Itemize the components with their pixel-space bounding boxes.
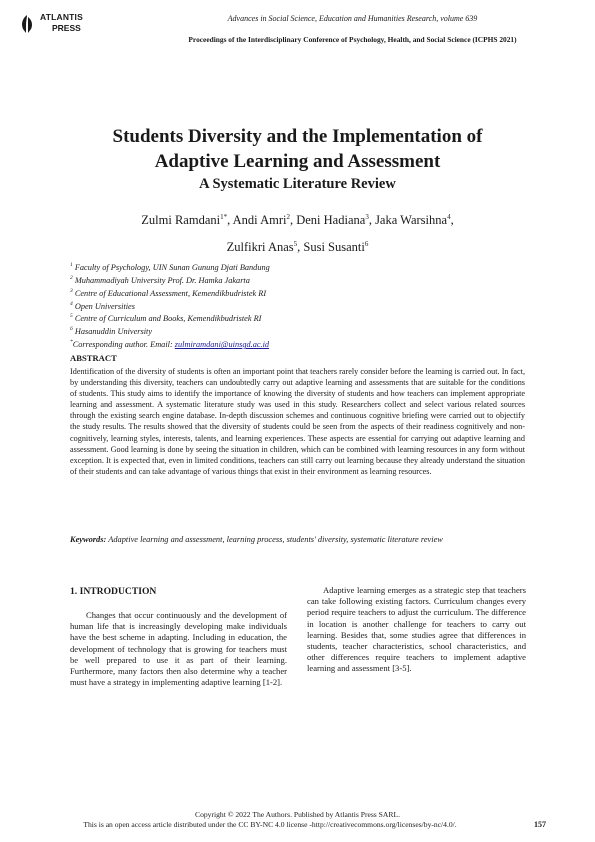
keywords-text: Adaptive learning and assessment, learning process, students' diversity, systematic literature review bbox=[106, 535, 443, 544]
author-name: Andi Amri bbox=[232, 213, 287, 228]
corresponding-email-link[interactable]: zulmiramdani@uinsgd.ac.id bbox=[174, 339, 270, 349]
affiliation-text: Centre of Curriculum and Books, Kemendikbudristek RI bbox=[74, 314, 262, 324]
affiliation-sup: 3 bbox=[70, 287, 73, 294]
logo-text-line2: PRESS bbox=[52, 23, 81, 33]
affiliation-text: Centre of Educational Assessment, Kemendikbudristek RI bbox=[74, 288, 267, 298]
corresponding-sup: * bbox=[70, 339, 73, 346]
affiliation-sup: 2 bbox=[70, 274, 73, 281]
affiliation-item bbox=[70, 311, 270, 324]
keywords-label: Keywords: bbox=[70, 535, 107, 544]
author-sup: 3 bbox=[365, 213, 369, 221]
intro-paragraph-1: Changes that occur continuously and the development of human life that is increasingly developing make individuals have the best scheme in adapting. Including in education, the development of technology that is growing for teachers must be well prepared to use it as part of their learning. Furthermore, many factors then also determine why a teacher must have a strategy in implementing adaptive learning [1-2]. bbox=[70, 610, 287, 688]
affiliation-item bbox=[70, 299, 270, 312]
series-title: Advances in Social Science, Education and Humanities Research, volume 639 bbox=[227, 14, 478, 23]
affiliation-text: Muhammadiyah University Prof. Dr. Hamka Jakarta bbox=[74, 275, 250, 285]
author-list bbox=[40, 205, 555, 259]
author-name: Zulfikri Anas bbox=[226, 240, 294, 255]
affiliation-item bbox=[70, 324, 270, 337]
author-sup: 5 bbox=[293, 240, 298, 249]
author-sup: 6 bbox=[364, 240, 369, 249]
paper-subtitle: A Systematic Literature Review bbox=[199, 176, 396, 192]
footer-copyright: Copyright © 2022 The Authors. Published by Atlantis Press SARL. bbox=[195, 810, 400, 819]
corresponding-author bbox=[70, 337, 270, 350]
author-sep: , bbox=[227, 213, 233, 228]
author-line2 bbox=[40, 232, 555, 259]
affiliation-sup: 1 bbox=[70, 262, 73, 268]
affiliation-text: Hasanuddin University bbox=[74, 327, 153, 337]
author-name: Deni Hadiana bbox=[296, 213, 366, 228]
affiliation-list bbox=[70, 260, 270, 350]
proceedings-title: Proceedings of the Interdisciplinary Conference of Psychology, Health, and Social Science (ICPHS 2021) bbox=[188, 35, 517, 44]
affiliation-sup: 4 bbox=[70, 300, 73, 307]
author-sup: 2 bbox=[286, 213, 290, 221]
affiliation-item bbox=[70, 260, 270, 273]
abstract-text: Identification of the diversity of students is often an important point that teachers rarely consider before the learning is carried out. In fact, by understanding this diversity, teachers can undoubtedly carry out adaptive learning and assessments that are suitable for the conditions of students. This study aims to identify the importance of knowing the diversity of students and how teachers can implement appropriate learning and assessment. A systematic literature study was used in this study. Researchers collect and select various related sources through the existing search engine database. In-depth discussion schemes and continuous cognitive briefing were carried out to objectify the study results. The results showed that the diversity of students could be seen from the aspects of their readiness cognitively and non-cognitively, learning styles, interests, talents, and learning experiences. These aspects are essential for carrying out adaptive learning and assessment. Good learning is done by seeing the situation in children, which can be combined with learning resources in any form without exception. It is expected that, even in limited conditions, teachers can still carry out learning because they already understand the situation of their students and can take advantage of various things that exist in their environment as learning resources. bbox=[70, 367, 525, 476]
section-heading-introduction: 1. INTRODUCTION bbox=[70, 586, 157, 597]
author-sup: 4 bbox=[447, 213, 451, 221]
corresponding-label: Corresponding author. Email: bbox=[72, 339, 175, 349]
affiliation-text: Open Universities bbox=[74, 301, 135, 311]
logo-text-line1: ATLANTIS bbox=[40, 12, 83, 22]
author-name: Susi Susanti bbox=[303, 240, 365, 255]
affiliation-text: Faculty of Psychology, UIN Sunan Gunung Djati Bandung bbox=[74, 262, 270, 272]
footer-license: This is an open access article distributed under the CC BY-NC 4.0 license -http://creativecommons.org/licenses/by-nc/4.0/. bbox=[83, 820, 457, 829]
paper-title-line2: Adaptive Learning and Assessment bbox=[154, 151, 441, 172]
abstract-heading: ABSTRACT bbox=[70, 353, 117, 363]
affiliation-item bbox=[70, 273, 270, 286]
author-sep: , bbox=[289, 213, 297, 228]
paper-title bbox=[40, 124, 555, 174]
affiliation-item bbox=[70, 286, 270, 299]
author-sup: 1* bbox=[220, 213, 228, 221]
author-sep: , bbox=[297, 240, 304, 255]
paper-title-line1: Students Diversity and the Implementation of bbox=[112, 126, 483, 147]
keywords bbox=[70, 534, 510, 545]
author-sep: , bbox=[450, 213, 454, 228]
author-sep: , bbox=[368, 213, 376, 228]
affiliation-sup: 6 bbox=[70, 326, 73, 333]
affiliation-sup: 5 bbox=[70, 313, 73, 320]
page-number: 157 bbox=[534, 820, 546, 829]
intro-paragraph-2: Adaptive learning emerges as a strategic step that teachers can take following existing factors. Curriculum changes every period require teachers to adjust the curriculum. The difference in location is another challenge for teachers to carry out learning. Besides that, some studies agree that differences in students, teacher characteristics, school characteristics, and other differences require teachers to implement adaptive learning and assessment [3-5]. bbox=[307, 585, 526, 674]
author-line1 bbox=[40, 205, 555, 232]
author-name: Jaka Warsihna bbox=[375, 213, 448, 228]
author-name: Zulmi Ramdani bbox=[141, 213, 221, 228]
